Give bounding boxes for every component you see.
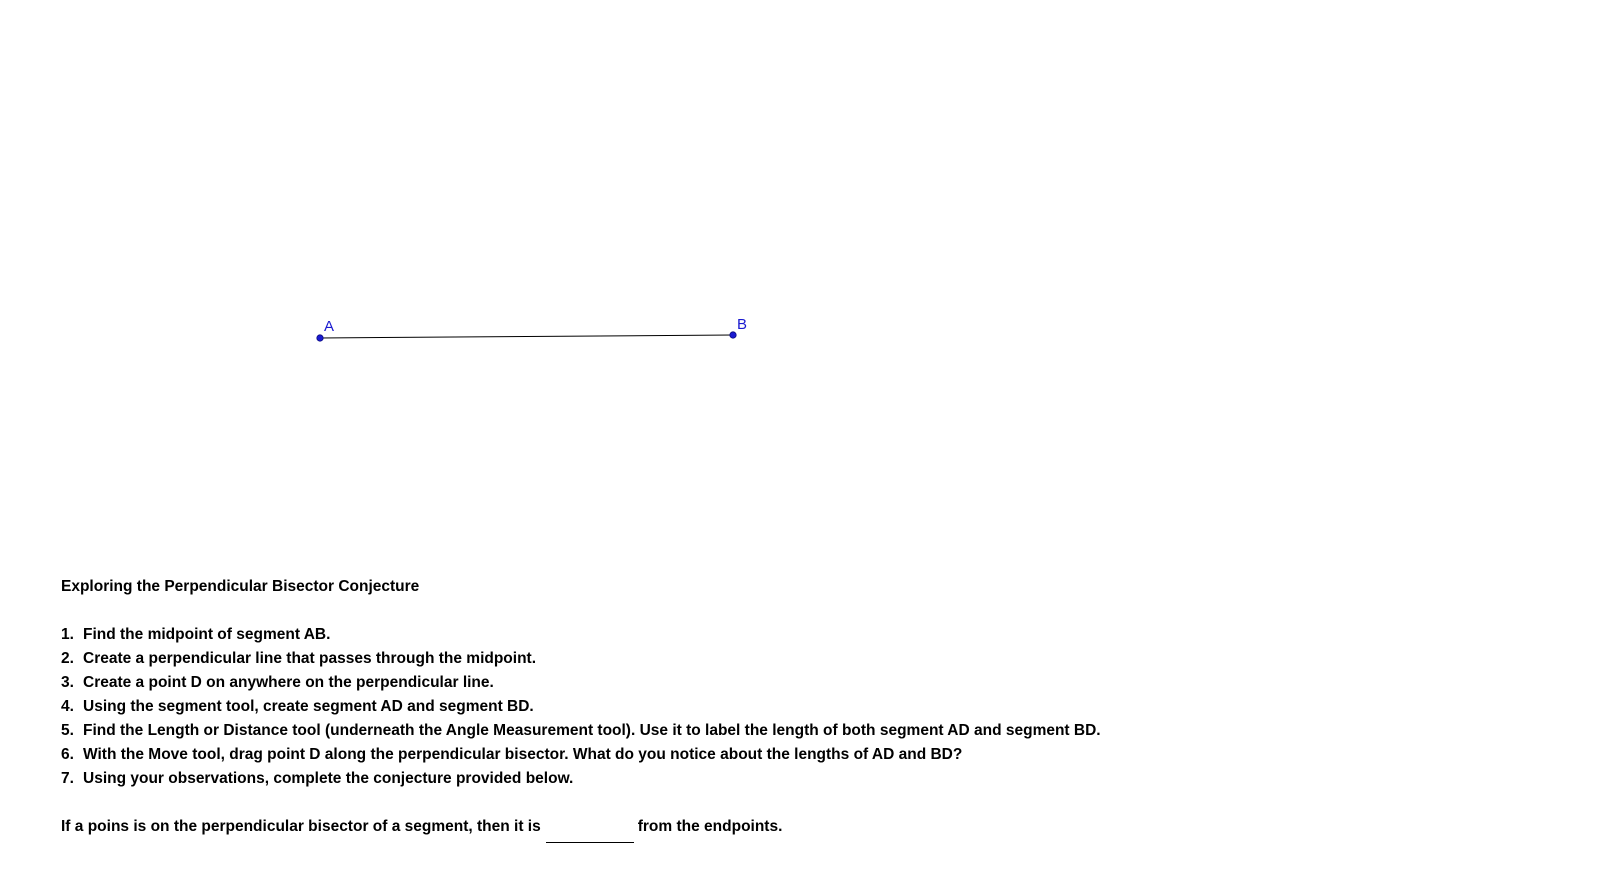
step-number: 6. (61, 746, 74, 763)
step-item (61, 695, 1461, 719)
step-item (61, 623, 1461, 647)
instructions-panel (61, 575, 1461, 839)
step-item (61, 719, 1461, 743)
segment-ab[interactable] (320, 335, 733, 338)
step-number: 4. (61, 698, 74, 715)
answer-blank (546, 824, 634, 843)
step-number: 1. (61, 626, 74, 643)
instructions-title: Exploring the Perpendicular Bisector Conjecture (61, 578, 420, 595)
point-b-label: B (737, 316, 748, 333)
step-number: 5. (61, 722, 74, 739)
step-text: Using the segment tool, create segment AD and segment BD. (83, 698, 534, 715)
step-text: Create a point D on anywhere on the perpendicular line. (83, 674, 494, 691)
step-list (61, 623, 1461, 791)
step-number: 2. (61, 650, 74, 667)
point-b[interactable] (730, 332, 736, 338)
step-number: 7. (61, 770, 74, 787)
step-number: 3. (61, 674, 74, 691)
step-item (61, 671, 1461, 695)
step-text: Create a perpendicular line that passes through the midpoint. (83, 650, 537, 667)
step-item (61, 743, 1461, 767)
point-a-label: A (324, 318, 335, 335)
step-item (61, 647, 1461, 671)
conjecture-sentence (61, 815, 1461, 839)
conjecture-text-after: from the endpoints. (637, 818, 783, 835)
step-text: With the Move tool, drag point D along the perpendicular bisector. What do you notice about the lengths of AD and BD? (83, 746, 963, 763)
point-a[interactable] (317, 335, 323, 341)
step-item (61, 767, 1461, 791)
step-text: Find the midpoint of segment AB. (83, 626, 331, 643)
step-text: Using your observations, complete the conjecture provided below. (83, 770, 574, 787)
step-text: Find the Length or Distance tool (underneath the Angle Measurement tool). Use it to label the length of both segment AD and segment BD. (83, 722, 1101, 739)
conjecture-text-before: If a poins is on the perpendicular bisector of a segment, then it is (61, 818, 541, 835)
